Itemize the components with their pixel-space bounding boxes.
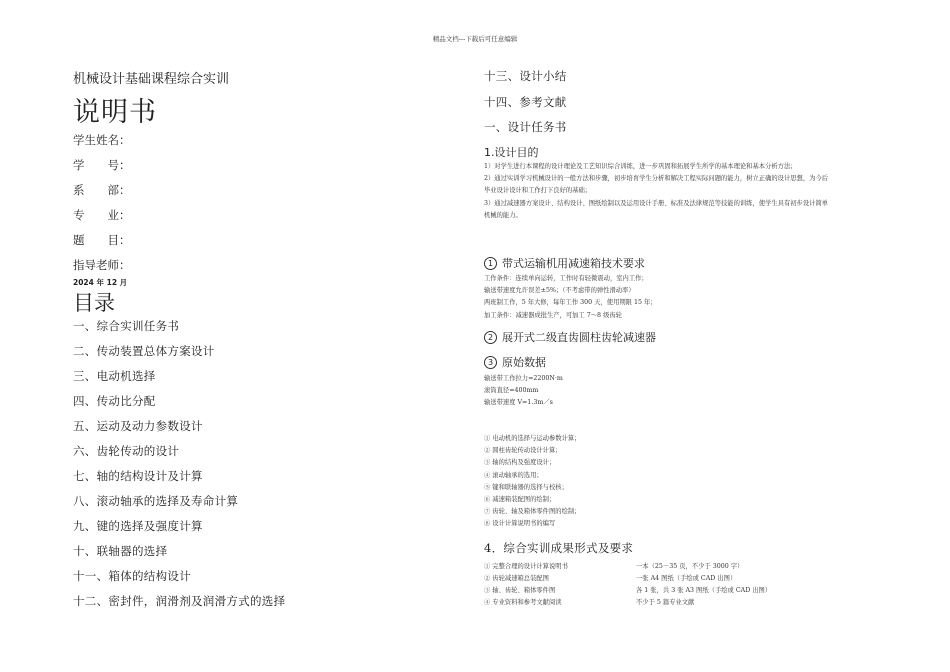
toc-item: 二、传动装置总体方案设计 [73, 344, 215, 358]
toc-item: 九、键的选择及强度计算 [73, 519, 203, 533]
circled-number-icon: 3 [484, 356, 497, 369]
field-department: 系 部： [73, 183, 131, 197]
toc-item: 十四、参考文献 [484, 95, 567, 109]
toc-item: 八、滚动轴承的选择及寿命计算 [73, 494, 239, 508]
section-heading-task-book: 一、设计任务书 [484, 120, 567, 134]
toc-item: 四、传动比分配 [73, 394, 156, 408]
design-tasks-list: ① 电动机的选择与运动参数计算； ② 圆柱齿轮传动设计计算； ③ 轴的结构及强度设计； ④ 滚动轴承的选用； ⑤ 键和联轴器的选择与校核； ⑥ 减速箱装配图的绘制； ⑦ 齿轮、轴及箱体零件图的绘制； ⑧ 设计计算说明书的编写 [484, 435, 581, 528]
field-topic: 题 目： [73, 233, 131, 247]
toc-item: 十一、箱体的结构设计 [73, 569, 191, 583]
working-conditions: 工作条件：连续单向运转，工作时有轻微震动，室内工作； 输送带速度允许误差±5%；（不考虑带的弹性滑动率） 两班制工作，5 年大修，每年工作 300 天，使用期限 15 年； 加工条件：减速器成批生产，可加工 7～8 级齿轮 [484, 275, 657, 319]
item-heading-reducer-type: 2 展开式二级直齿圆柱齿轮减速器 [484, 329, 656, 345]
document-title: 说明书 [73, 97, 157, 128]
item-heading-raw-data: 3 原始数据 [484, 354, 546, 370]
field-student-name: 学生姓名： [73, 133, 131, 147]
toc-item: 十二、密封件，润滑剂及润滑方式的选择 [73, 594, 286, 608]
field-advisor: 指导老师： [73, 258, 131, 272]
circled-number-icon: 1 [484, 257, 497, 270]
toc-item: 一、综合实训任务书 [73, 319, 180, 333]
purpose-heading: 1.设计目的 [484, 146, 539, 159]
toc-item: 十三、设计小结 [484, 69, 567, 83]
raw-data-list: 输送带工作拉力=2200N·m 滚筒直径=400mm 输送带速度 V=1.3m／s [484, 375, 563, 407]
toc-item: 五、运动及动力参数设计 [73, 419, 203, 433]
toc-title: 目录 [73, 291, 115, 315]
document-date: 2024 年 12 月 [73, 278, 128, 287]
section-heading-deliverables: 4．综合实训成果形式及要求 [484, 541, 634, 555]
field-major: 专 业： [73, 208, 131, 222]
purpose-text: 1）对学生进行本课程的设计理论及工艺知识综合训练，进一步巩固和拓展学生所学的基本理论和基本分析方法； 2）通过实训学习机械设计的一般方法和步骤，初步培育学生分析和解决工程实际问题的能力，树立正确的设计思想，为今后 毕业设计设计和工作打下良好的基础； 3）通过减速器方案设计、结构设计、图纸绘制以及运用设计手册、标准及法律规范等技能的训练，使学生具有初步设计简单 机械的能力。 [484, 163, 829, 219]
course-title: 机械设计基础课程综合实训 [73, 72, 230, 87]
toc-item: 七、轴的结构设计及计算 [73, 469, 203, 483]
circled-number-icon: 2 [484, 331, 497, 344]
header-note: 精品文档---下载后可任意编辑 [432, 35, 518, 43]
toc-item: 六、齿轮传动的设计 [73, 444, 180, 458]
toc-item: 十、联轴器的选择 [73, 544, 168, 558]
field-student-id: 学 号： [73, 158, 131, 172]
item-heading-tech-requirements: 1 带式运输机用减速箱技术要求 [484, 255, 645, 271]
toc-item: 三、电动机选择 [73, 369, 156, 383]
